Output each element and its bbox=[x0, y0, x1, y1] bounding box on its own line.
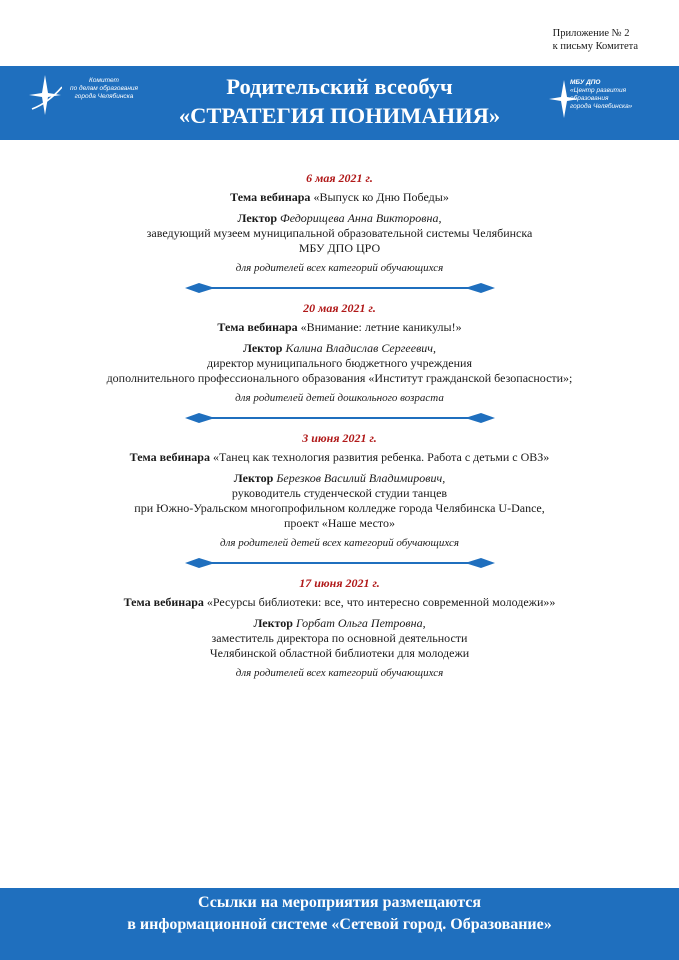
committee-logo-line-1: Комитет bbox=[89, 77, 119, 84]
event-theme bbox=[0, 320, 679, 335]
title-line-2: «СТРАТЕГИЯ ПОНИМАНИЯ» bbox=[178, 103, 501, 128]
theme-label: Тема вебинара bbox=[230, 190, 311, 204]
theme-title: «Танец как технология развития ребенка. Работа с детьми с ОВЗ» bbox=[212, 450, 550, 464]
event-lecturer bbox=[0, 211, 679, 256]
event-theme bbox=[0, 595, 679, 610]
divider-ornament bbox=[185, 282, 495, 294]
lecturer-position-line: МБУ ДПО ЦРО bbox=[298, 241, 381, 255]
event-date: 20 мая 2021 г. bbox=[303, 301, 376, 315]
lecturer-name: Горбат Ольга Петровна, bbox=[295, 616, 426, 630]
lecturer-name: Березков Василий Владимирович, bbox=[276, 471, 446, 485]
event-audience: для родителей всех категорий обучающихся bbox=[235, 262, 444, 274]
event-lecturer bbox=[0, 341, 679, 386]
title-line-1: Родительский всеобуч bbox=[226, 74, 453, 99]
event-item bbox=[0, 301, 679, 405]
theme-title: «Внимание: летние каникулы!» bbox=[300, 320, 462, 334]
event-date: 3 июня 2021 г. bbox=[302, 431, 377, 445]
lecturer-position-line: проект «Наше место» bbox=[284, 516, 395, 530]
footer-line-1: Ссылки на мероприятия размещаются bbox=[197, 894, 482, 911]
lecturer-label: Лектор bbox=[237, 211, 278, 225]
committee-logo-line-2: по делам образования bbox=[70, 85, 138, 92]
committee-logo-line-3: города Челябинска bbox=[74, 93, 134, 100]
theme-label: Тема вебинара bbox=[217, 320, 298, 334]
lecturer-position-line: руководитель студенческой студии танцев bbox=[231, 486, 448, 500]
event-date: 6 мая 2021 г. bbox=[306, 171, 373, 185]
event-item bbox=[0, 576, 679, 680]
theme-title: «Ресурсы библиотеки: все, что интересно современной молодежи»» bbox=[206, 595, 556, 609]
footer-banner bbox=[0, 888, 679, 960]
lecturer-position-line: дополнительного профессионального образования «Институт гражданской безопасности»; bbox=[106, 371, 573, 385]
divider-ornament bbox=[185, 412, 495, 424]
header-banner bbox=[0, 66, 679, 140]
center-logo-line-2: «Центр развития образования bbox=[570, 87, 627, 102]
lecturer-name: Калина Владислав Сергеевич, bbox=[285, 341, 437, 355]
theme-label: Тема вебинара bbox=[129, 450, 210, 464]
lecturer-position-line: заведующий музеем муниципальной образовательной системы Челябинска bbox=[146, 226, 533, 240]
appendix-note bbox=[553, 27, 638, 53]
footer-line-2: в информационной системе «Сетевой город. Образование» bbox=[127, 916, 552, 933]
event-theme bbox=[0, 190, 679, 205]
center-logo-line-3: города Челябинска» bbox=[570, 103, 633, 110]
appendix-line-1: Приложение № 2 bbox=[552, 28, 630, 39]
appendix-line-2: к письму Комитета bbox=[552, 41, 638, 52]
divider-ornament bbox=[185, 557, 495, 569]
event-lecturer bbox=[0, 616, 679, 661]
event-audience: для родителей детей дошкольного возраста bbox=[235, 392, 444, 404]
event-item bbox=[0, 431, 679, 550]
theme-title: «Выпуск ко Дню Победы» bbox=[313, 190, 449, 204]
center-logo bbox=[548, 75, 663, 119]
lecturer-position-line: заместитель директора по основной деятельности bbox=[211, 631, 468, 645]
event-theme bbox=[0, 450, 679, 465]
event-audience: для родителей детей всех категорий обучающихся bbox=[220, 537, 459, 549]
lecturer-name: Федорищева Анна Викторовна, bbox=[280, 211, 442, 225]
lecturer-position-line: директор муниципального бюджетного учреждения bbox=[206, 356, 472, 370]
theme-label: Тема вебинара bbox=[123, 595, 204, 609]
events-list bbox=[0, 171, 679, 680]
lecturer-label: Лектор bbox=[253, 616, 293, 630]
event-date: 17 июня 2021 г. bbox=[299, 576, 380, 590]
event-lecturer bbox=[0, 471, 679, 531]
event-item bbox=[0, 171, 679, 275]
center-logo-line-1: МБУ ДПО bbox=[570, 79, 601, 86]
lecturer-position-line: Челябинской областной библиотеки для молодежи bbox=[209, 646, 470, 660]
lecturer-label: Лектор bbox=[233, 471, 274, 485]
lecturer-position-line: при Южно-Уральском многопрофильном колледже города Челябинска U-Dance, bbox=[134, 501, 545, 515]
event-audience: для родителей всех категорий обучающихся bbox=[235, 667, 444, 679]
lecturer-label: Лектор bbox=[242, 341, 283, 355]
